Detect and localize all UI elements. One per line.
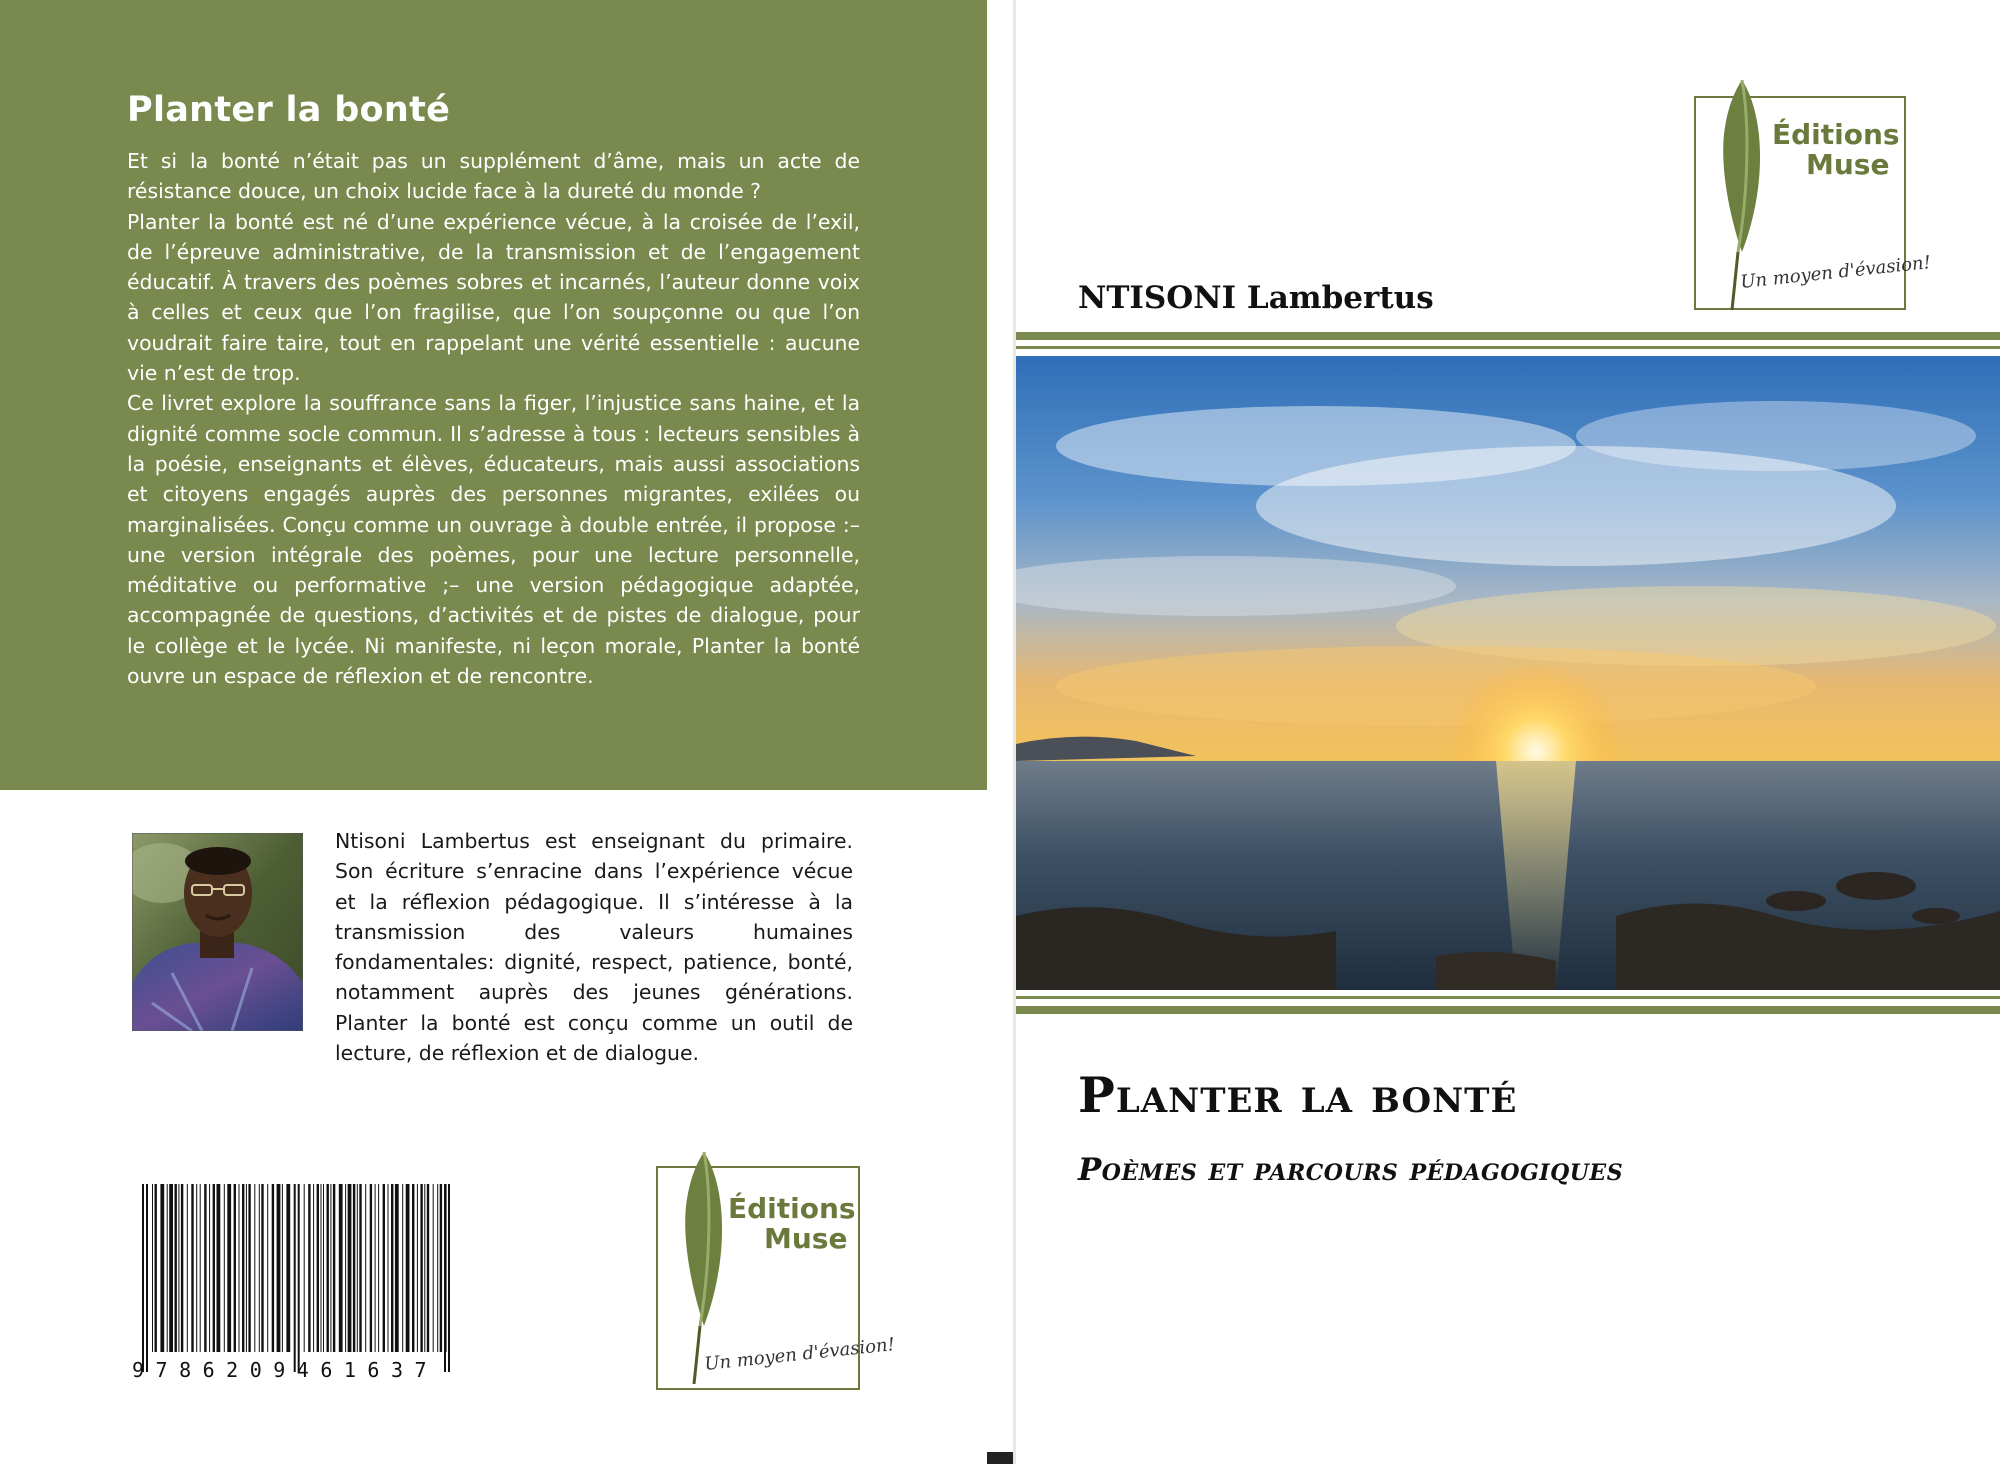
divider-bottom — [1016, 1006, 2000, 1014]
front-title: Planter la bonté — [1078, 1066, 1518, 1124]
publisher-tagline: Un moyen d'évasion! — [1739, 252, 1932, 293]
blurb-paragraph: Et si la bonté n’était pas un supplément d’âme, mais un acte de résistance douce, un choix lucide face à la dureté du monde ? — [127, 149, 860, 204]
back-cover-blurb — [127, 146, 860, 691]
feather-icon — [664, 1146, 734, 1386]
publisher-word-muse: Muse — [764, 1222, 848, 1255]
front-subtitle: Poèmes et parcours pédagogiques — [1078, 1152, 1624, 1188]
divider-top — [1016, 332, 2000, 340]
author-photo — [132, 833, 303, 1031]
publisher-word-editions: Éditions — [1772, 118, 1900, 151]
divider-bottom-thin — [1016, 996, 2000, 999]
barcode-bars — [140, 1184, 456, 1372]
spine — [987, 790, 1013, 1464]
blurb-paragraph: Ce livret explore la souffrance sans la figer, l’injustice sans haine, et la dignité comme socle commun. Il s’adresse à tous : lecteurs sensibles à la poésie, enseignants et élèves, éducateurs, mais aussi associations et citoyens engagés auprès des personnes migrantes, exilées ou marginalisées. Conçu comme un ouvrage à double entrée, il propose :– une version intégrale des poèmes, pour une lecture personnelle, méditative ou performative ;– une version pédagogique adaptée, accompagnée de questions, d’activités et de pistes de dialogue, pour le collège et le lycée. Ni manifeste, ni leçon morale, Planter la bonté ouvre un espace de réflexion et de rencontre. — [127, 391, 860, 689]
publisher-word-editions: Éditions — [728, 1192, 856, 1225]
publisher-word-muse: Muse — [1806, 148, 1890, 181]
divider-top-thin — [1016, 346, 2000, 349]
spine-edge — [987, 1452, 1013, 1464]
author-bio: Ntisoni Lambertus est enseignant du primaire. Son écriture s’enracine dans l’expérience vécue et la réflexion pédagogique. Il s’intéresse à la transmission des valeurs humaines fondamentales: dignité, respect, patience, bonté, notamment auprès des jeunes générations. Planter la bonté est conçu comme un outil de lecture, de réflexion et de dialogue. — [335, 829, 853, 1066]
publisher-tagline: Un moyen d'évasion! — [703, 1334, 896, 1375]
cover-photo-sunset — [1016, 356, 2000, 990]
blurb-paragraph: Planter la bonté est né d’une expérience vécue, à la croisée de l’exil, de l’épreuve administrative, de la transmission et de l’engagement éducatif. À travers des poèmes sobres et incarnés, l’auteur donne voix à celles et ceux que l’on fragilise, que l’on soupçonne ou que l’on voudrait faire taire, tout en rappelant une vérité essentielle : aucune vie n’est de trop. — [127, 209, 860, 386]
back-cover-title: Planter la bonté — [127, 90, 451, 130]
front-author-name: NTISONI Lambertus — [1078, 280, 1434, 316]
isbn-digits: 9786209461637 — [132, 1358, 439, 1382]
publisher-logo — [1694, 96, 1932, 310]
isbn-barcode — [132, 1184, 456, 1384]
publisher-logo — [656, 1166, 896, 1390]
